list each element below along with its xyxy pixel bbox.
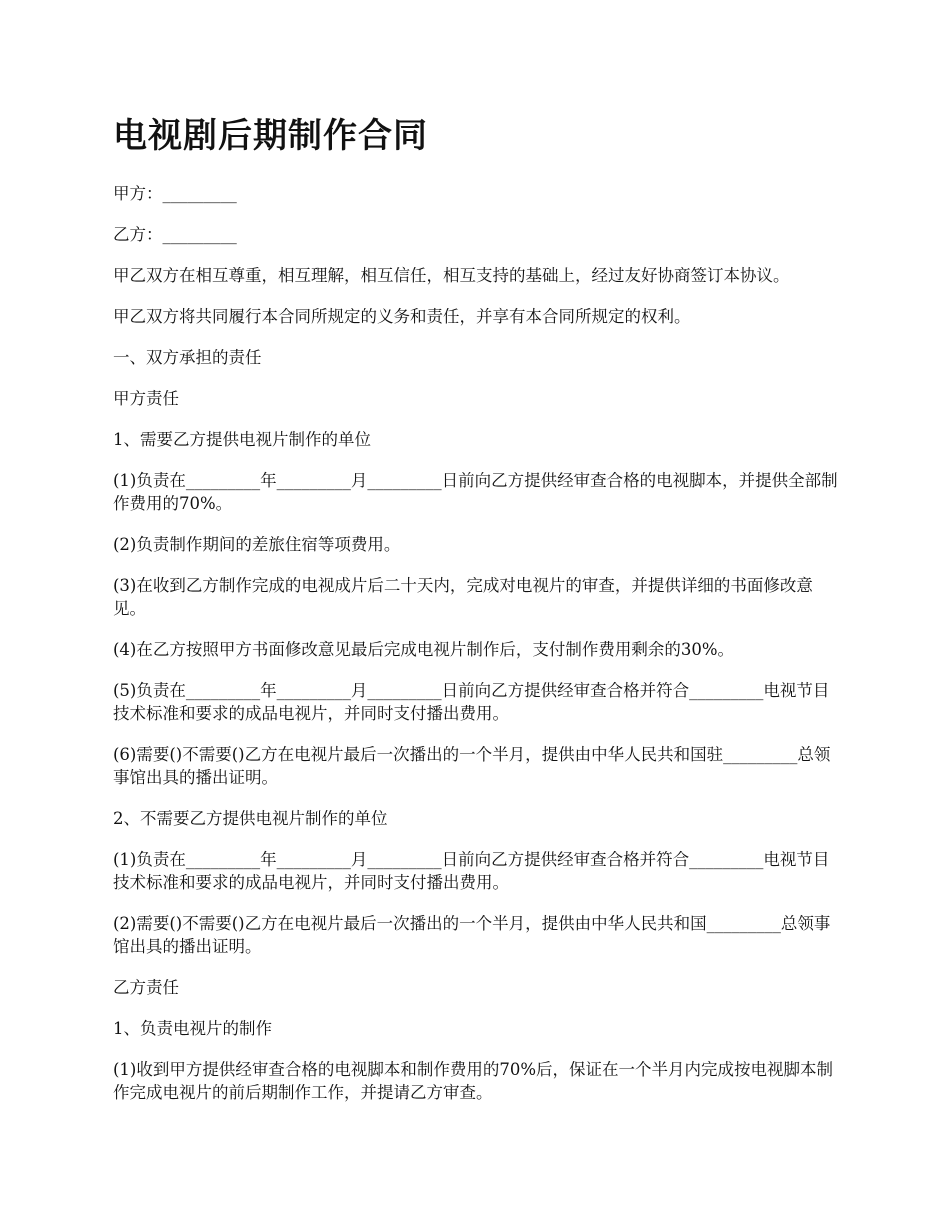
preamble-paragraph: 甲乙双方在相互尊重，相互理解，相互信任，相互支持的基础上，经过友好协商签订本协议。	[113, 266, 790, 285]
clause-item: (1)负责在_________年_________月_________日前向乙方提供经审查合格的电视脚本，并提供全部制作费用的70%。	[113, 471, 838, 513]
clause-item: (6)需要()不需要()乙方在电视片最后一次播出的一个半月，提供由中华人民共和国驻_________总领事馆出具的播出证明。	[113, 745, 831, 787]
clause-item: (4)在乙方按照甲方书面修改意见最后完成电视片制作后，支付制作费用剩余的30%。	[113, 640, 735, 659]
clause-item: (1)收到甲方提供经审查合格的电视脚本和制作费用的70%后，保证在一个半月内完成按电视脚本制作完成电视片的前后期制作工作，并提请乙方审查。	[113, 1060, 834, 1102]
clause-item: (5)负责在_________年_________月_________日前向乙方提供经审查合格并符合_________电视节目技术标准和要求的成品电视片，并同时支付播出费用。	[113, 681, 830, 723]
subsection-heading: 乙方责任	[113, 978, 179, 997]
section-heading: 一、双方承担的责任	[113, 348, 262, 367]
clause-item: (2)负责制作期间的差旅住宿等项费用。	[113, 535, 401, 554]
party-b-line: 乙方：_________	[113, 225, 237, 244]
document-page	[113, 112, 841, 1122]
clause-heading: 1、需要乙方提供电视片制作的单位	[113, 430, 371, 449]
party-a-line: 甲方：_________	[113, 184, 237, 203]
clause-item: (1)负责在_________年_________月_________日前向乙方提供经审查合格并符合_________电视节目技术标准和要求的成品电视片，并同时支付播出费用。	[113, 850, 830, 892]
subsection-heading: 甲方责任	[113, 389, 179, 408]
clause-item: (2)需要()不需要()乙方在电视片最后一次播出的一个半月，提供由中华人民共和国_________总领事馆出具的播出证明。	[113, 914, 831, 956]
preamble-paragraph: 甲乙双方将共同履行本合同所规定的义务和责任，并享有本合同所规定的权利。	[113, 307, 691, 326]
document-title: 电视剧后期制作合同	[113, 116, 428, 156]
clause-item: (3)在收到乙方制作完成的电视成片后二十天内，完成对电视片的审查，并提供详细的书面修改意见。	[113, 576, 813, 618]
clause-heading: 2、不需要乙方提供电视片制作的单位	[113, 809, 388, 828]
clause-heading: 1、负责电视片的制作	[113, 1019, 272, 1038]
